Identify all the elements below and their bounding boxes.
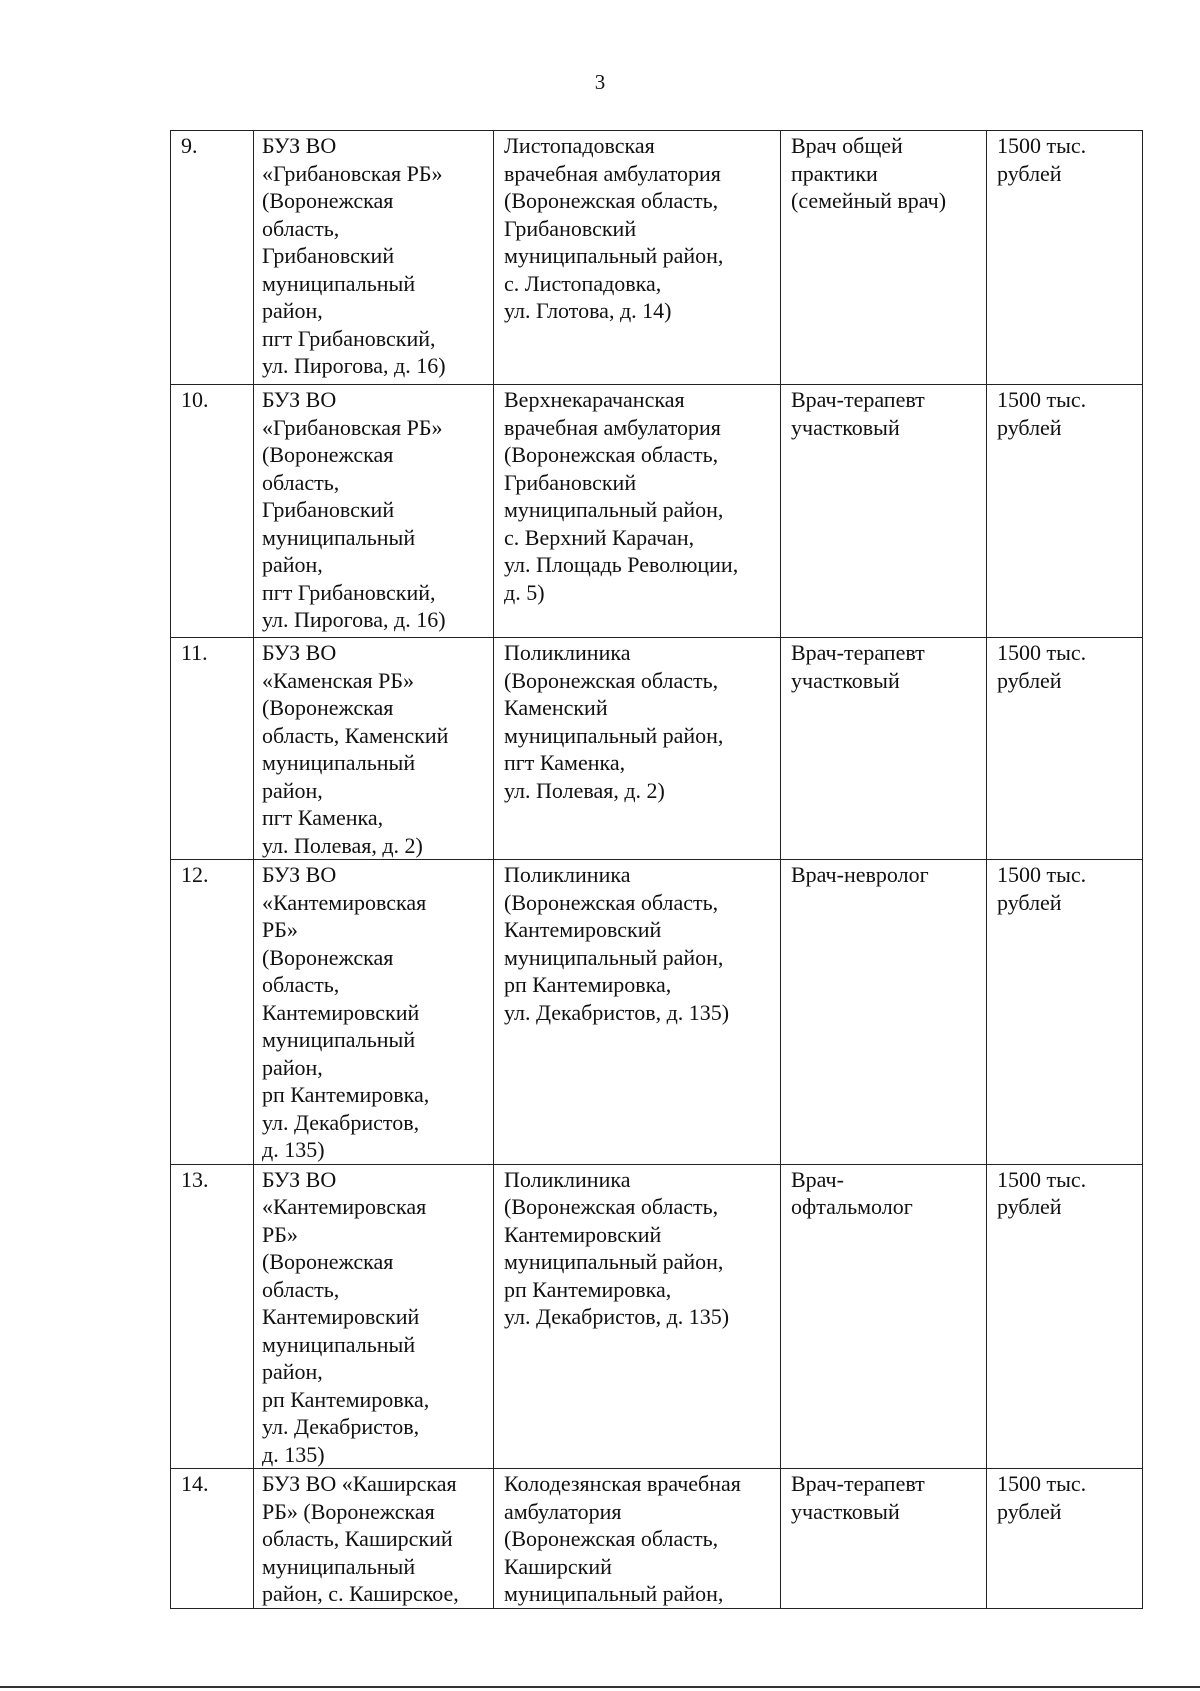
table-row — [171, 131, 1143, 385]
unit-cell: Поликлиника (Воронежская область, Кантемировский муниципальный район, рп Кантемировка, ул. Декабристов, д. 135) — [494, 860, 781, 1165]
amount-cell: 1500 тыс. рублей — [987, 1469, 1143, 1609]
row-number: 10. — [171, 385, 254, 638]
table-row — [171, 1164, 1143, 1469]
institution-cell: БУЗ ВО «Каменская РБ» (Воронежская область, Каменский муниципальный район, пгт Каменка, ул. Полевая, д. 2) — [254, 638, 494, 860]
table-row — [171, 860, 1143, 1165]
institution-cell: БУЗ ВО «Кантемировская РБ» (Воронежская область, Кантемировский муниципальный район, рп Кантемировка, ул. Декабристов, д. 135) — [254, 860, 494, 1165]
position-cell: Врач-терапевт участковый — [781, 1469, 987, 1609]
unit-cell: Верхнекарачанская врачебная амбулатория (Воронежская область, Грибановский муниципальный район, с. Верхний Карачан, ул. Площадь Революции, д. 5) — [494, 385, 781, 638]
amount-cell: 1500 тыс. рублей — [987, 385, 1143, 638]
position-cell: Врач-терапевт участковый — [781, 638, 987, 860]
row-number: 12. — [171, 860, 254, 1165]
position-cell: Врач-терапевт участковый — [781, 385, 987, 638]
amount-cell: 1500 тыс. рублей — [987, 860, 1143, 1165]
institution-cell: БУЗ ВО «Каширская РБ» (Воронежская область, Каширский муниципальный район, с. Каширское, — [254, 1469, 494, 1609]
position-cell: Врач общей практики (семейный врач) — [781, 131, 987, 385]
institution-cell: БУЗ ВО «Грибановская РБ» (Воронежская область, Грибановский муниципальный район, пгт Грибановский, ул. Пирогова, д. 16) — [254, 385, 494, 638]
row-number: 9. — [171, 131, 254, 385]
page-bottom-rule — [0, 1686, 1200, 1688]
unit-cell: Поликлиника (Воронежская область, Каменский муниципальный район, пгт Каменка, ул. Полевая, д. 2) — [494, 638, 781, 860]
unit-cell: Поликлиника (Воронежская область, Кантемировский муниципальный район, рп Кантемировка, ул. Декабристов, д. 135) — [494, 1164, 781, 1469]
amount-cell: 1500 тыс. рублей — [987, 638, 1143, 860]
unit-cell: Колодезянская врачебная амбулатория (Воронежская область, Каширский муниципальный район, — [494, 1469, 781, 1609]
table-row — [171, 638, 1143, 860]
table-row — [171, 1469, 1143, 1609]
institution-cell: БУЗ ВО «Грибановская РБ» (Воронежская область, Грибановский муниципальный район, пгт Грибановский, ул. Пирогова, д. 16) — [254, 131, 494, 385]
amount-cell: 1500 тыс. рублей — [987, 1164, 1143, 1469]
position-cell: Врач-невролог — [781, 860, 987, 1165]
unit-cell: Листопадовская врачебная амбулатория (Воронежская область, Грибановский муниципальный район, с. Листопадовка, ул. Глотова, д. 14) — [494, 131, 781, 385]
row-number: 13. — [171, 1164, 254, 1469]
page-number: 3 — [594, 70, 606, 94]
data-table — [170, 130, 1143, 1609]
row-number: 14. — [171, 1469, 254, 1609]
amount-cell: 1500 тыс. рублей — [987, 131, 1143, 385]
institution-cell: БУЗ ВО «Кантемировская РБ» (Воронежская область, Кантемировский муниципальный район, рп Кантемировка, ул. Декабристов, д. 135) — [254, 1164, 494, 1469]
table-row — [171, 385, 1143, 638]
row-number: 11. — [171, 638, 254, 860]
position-cell: Врач- офтальмолог — [781, 1164, 987, 1469]
